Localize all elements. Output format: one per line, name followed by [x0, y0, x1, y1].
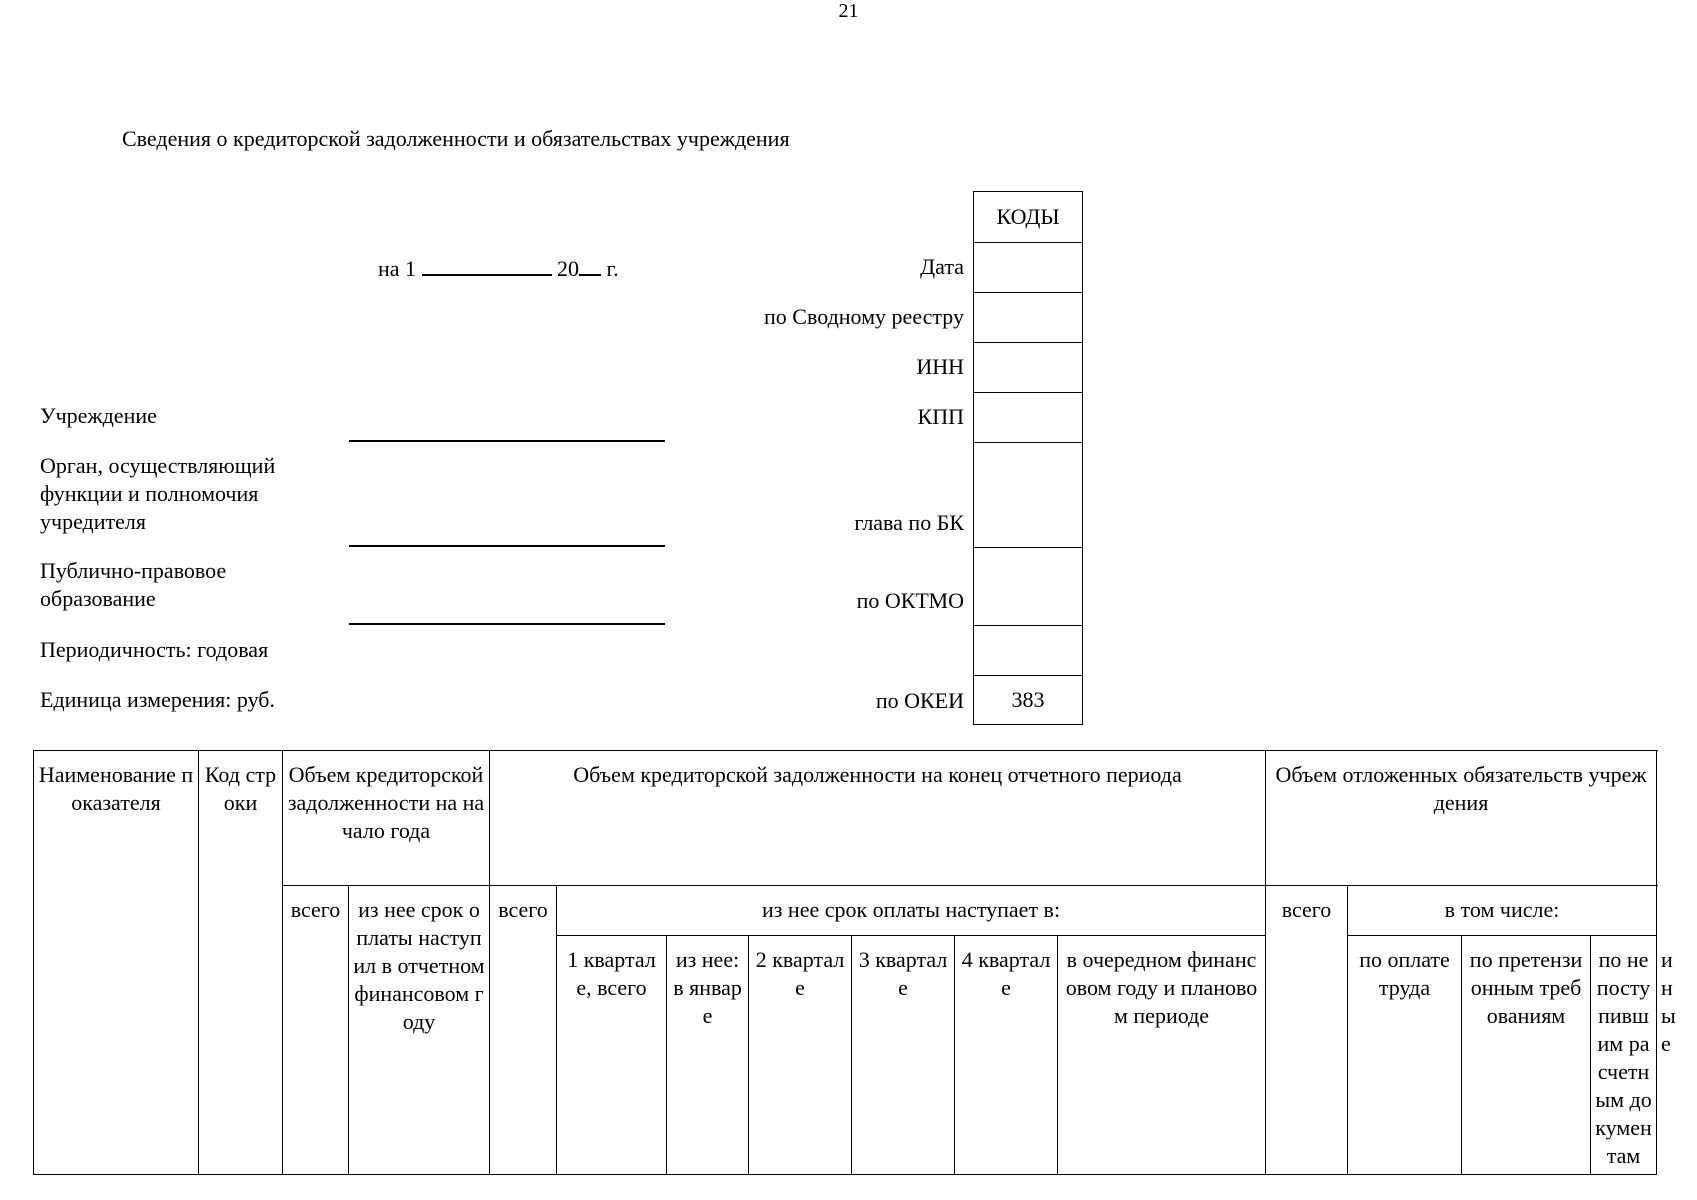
header-end-due-in: из нее срок оплаты наступает в: — [557, 886, 1266, 936]
code-cell-date[interactable] — [974, 242, 1082, 292]
label-periodicity: Периодичность: годовая — [40, 637, 269, 662]
year-prefix: 20 — [557, 256, 580, 281]
debt-table: Наименование показателя Код строки Объем кредиторской задолженности на начало года Объем кредиторской задолженности на конец отчетного периода Объем отложенных обязательств учреждения всего из нее срок оплаты наступил в отчетном финансовом году всего из нее срок оплаты наступает в: всего в том числе: 1 кварталe, всего из нее: в январе 2 квартале 3 квартале 4 квартале в очередном финансовом году и плановом периоде по оплате труда по претензионным требованиям по непоступившим расчетным документам иные — [33, 750, 1657, 1175]
header-start-of-year: Объем кредиторской задолженности на начало года — [283, 751, 490, 886]
page-number: 21 — [838, 0, 859, 22]
header-q4: 4 квартале — [955, 936, 1058, 1175]
header-def-claims: по претензионным требованиям — [1462, 936, 1591, 1175]
code-cell-okei[interactable]: 383 — [974, 675, 1082, 724]
header-q1-january: из нее: в январе — [667, 936, 749, 1175]
label-founder: Орган, осуществляющий функции и полномочия учредителя — [40, 453, 276, 534]
code-cell-inn[interactable] — [974, 342, 1082, 392]
report-date-line — [378, 254, 619, 282]
header-start-total: всего — [283, 886, 349, 1175]
header-q3: 3 квартале — [852, 936, 955, 1175]
code-cell-glava[interactable] — [974, 442, 1082, 547]
institution-field[interactable] — [349, 440, 665, 442]
date-blank[interactable] — [422, 254, 552, 276]
header-deferred: Объем отложенных обязательств учреждения — [1266, 751, 1657, 886]
header-start-overdue: из нее срок оплаты наступил в отчетном финансовом году — [349, 886, 490, 1175]
code-cell-oktmo[interactable] — [974, 547, 1082, 625]
header-indicator-name: Наименование показателя — [34, 751, 199, 1175]
label-entity: Публично-правовое образование — [40, 558, 227, 611]
header-deferred-including: в том числе: — [1348, 886, 1657, 936]
codes-box — [973, 191, 1083, 725]
code-label-inn: ИНН — [916, 354, 964, 379]
code-label-oktmo: по ОКТМО — [856, 588, 964, 613]
code-cell-kpp[interactable] — [974, 392, 1082, 442]
entity-field[interactable] — [349, 623, 665, 625]
code-label-glava: глава по БК — [854, 510, 964, 535]
header-row-code: Код строки — [199, 751, 283, 1175]
header-def-docs: по непоступившим расчетным документам — [1591, 936, 1657, 1175]
code-cell-blank[interactable] — [974, 625, 1082, 675]
header-next-period: в очередном финансовом году и плановом периоде — [1058, 936, 1266, 1175]
code-label-kpp: КПП — [917, 404, 964, 429]
label-unit: Единица измерения: руб. — [40, 687, 275, 712]
year-blank[interactable] — [579, 254, 601, 276]
document-title: Сведения о кредиторской задолженности и обязательствах учреждения — [122, 126, 790, 151]
header-deferred-total: всего — [1266, 886, 1348, 1175]
header-q1: 1 кварталe, всего — [557, 936, 667, 1175]
date-prefix: на 1 — [378, 256, 417, 281]
code-label-registry: по Сводному реестру — [764, 304, 964, 329]
founder-field[interactable] — [349, 545, 665, 547]
code-label-date: Дата — [920, 254, 964, 279]
code-label-okei: по ОКЕИ — [875, 688, 964, 713]
codes-header: КОДЫ — [996, 204, 1060, 229]
header-def-salary: по оплате труда — [1348, 936, 1462, 1175]
header-end-of-period: Объем кредиторской задолженности на конец отчетного периода — [490, 751, 1266, 886]
date-suffix: г. — [606, 256, 619, 281]
code-cell-registry[interactable] — [974, 292, 1082, 342]
header-q2: 2 квартале — [749, 936, 852, 1175]
header-end-total: всего — [490, 886, 557, 1175]
label-institution: Учреждение — [40, 403, 157, 428]
